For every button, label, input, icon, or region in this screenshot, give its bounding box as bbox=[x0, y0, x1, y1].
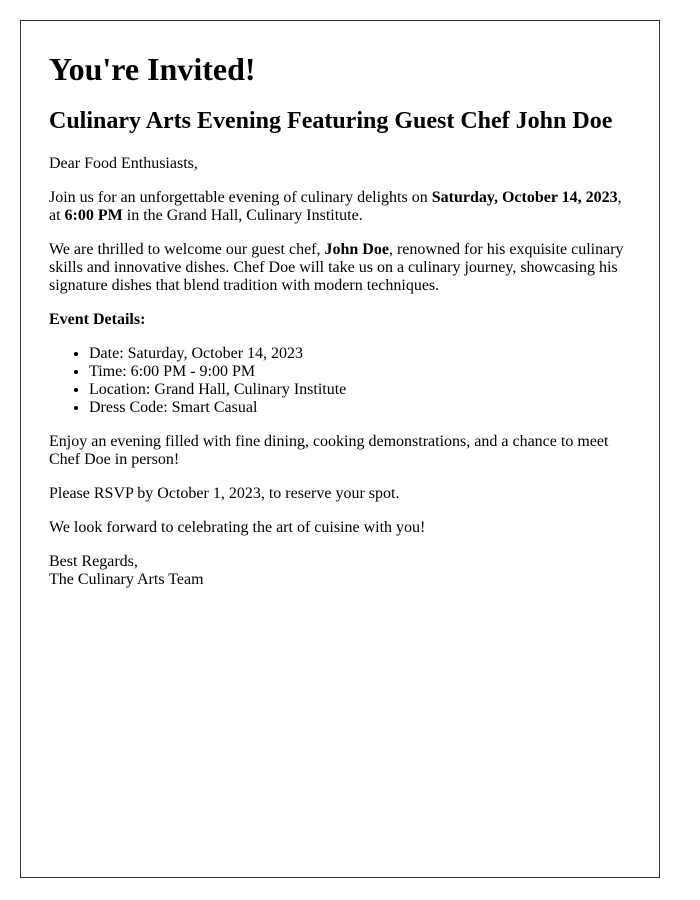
signature: The Culinary Arts Team bbox=[49, 571, 204, 589]
event-title: Culinary Arts Evening Featuring Guest Chef John Doe bbox=[49, 107, 613, 134]
details-heading bbox=[49, 311, 631, 329]
list-item: • Dress Code: Smart Casual bbox=[89, 399, 631, 417]
details-heading-text: Event Details: bbox=[49, 311, 146, 329]
chef-paragraph bbox=[49, 241, 631, 295]
closing-line: We look forward to celebrating the art of cuisine with you! bbox=[49, 519, 426, 537]
invitation-heading: You're Invited! bbox=[49, 51, 256, 87]
intro-text-1: Join us for an unforgettable evening of culinary delights on bbox=[49, 189, 432, 207]
intro-time: 6:00 PM bbox=[64, 207, 123, 225]
intro-text-3: in the Grand Hall, Culinary Institute. bbox=[122, 207, 363, 225]
signoff: Best Regards, bbox=[49, 553, 138, 571]
list-item: • Time: 6:00 PM - 9:00 PM bbox=[89, 363, 631, 381]
invitation-letter bbox=[20, 20, 660, 878]
intro-paragraph bbox=[49, 189, 631, 225]
enjoy-paragraph: Enjoy an evening filled with fine dining, cooking demonstrations, and a chance to meet Chef Doe in person! bbox=[49, 433, 609, 469]
rsvp-paragraph: Please RSVP by October 1, 2023, to reserve your spot. bbox=[49, 485, 400, 503]
list-item: • Location: Grand Hall, Culinary Institute bbox=[89, 381, 631, 399]
greeting: Dear Food Enthusiasts, bbox=[49, 155, 198, 173]
list-item: • Date: Saturday, October 14, 2023 bbox=[89, 345, 631, 363]
intro-text-2: , at bbox=[49, 189, 622, 225]
chef-text-1: We are thrilled to welcome our guest chef, bbox=[49, 241, 325, 259]
chef-name: John Doe bbox=[324, 241, 389, 259]
intro-date: Saturday, October 14, 2023 bbox=[431, 189, 618, 207]
chef-text-2: , renowned for his exquisite culinary skills and innovative dishes. Chef Doe will take us on a culinary journey, showcasing his signature dishes that blend tradition with modern techniques. bbox=[49, 241, 624, 295]
event-details-list bbox=[49, 345, 631, 417]
signature-block bbox=[49, 553, 631, 589]
